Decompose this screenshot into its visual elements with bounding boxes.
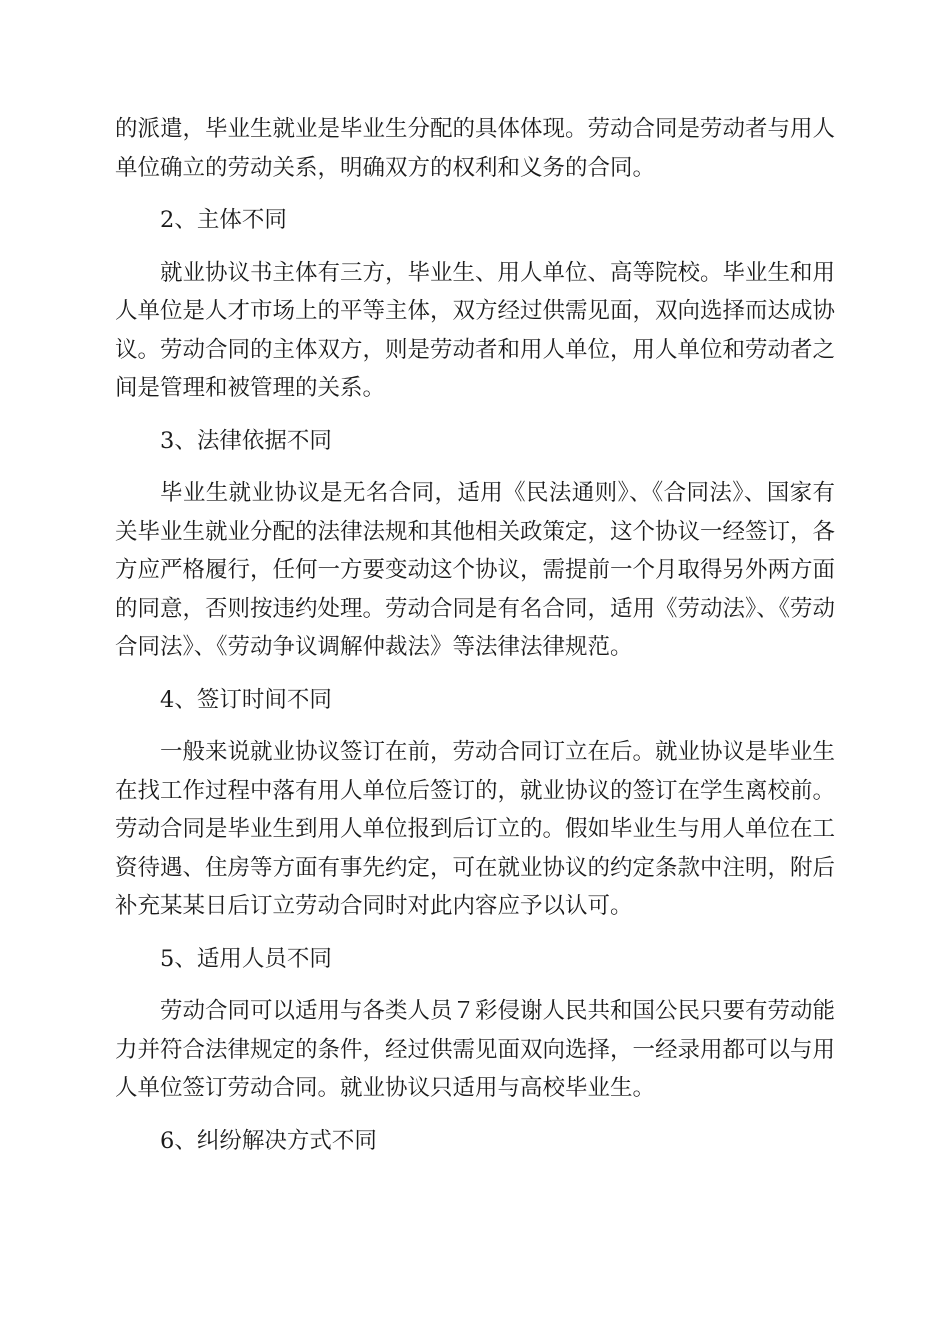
section-heading-legal-basis: 3、法律依据不同	[160, 427, 332, 454]
paragraph-signing-time: 一般来说就业协议签订在前，劳动合同订立在后。就业协议是毕业生在找工作过程中落有用人单位后签订的，就业协议的签订在学生离校前。劳动合同是毕业生到用人单位报到后订立的。假如毕业生与用人单位在工资待遇、住房等方面有事先约定，可在就业协议的约定条款中注明，附后补充某某日后订立劳动合同时对此内容应予以认可。	[115, 739, 836, 919]
section-heading-applicable-persons: 5、适用人员不同	[160, 945, 332, 972]
section-heading-dispute-resolution: 6、纠纷解决方式不同	[160, 1127, 377, 1154]
document-body	[115, 110, 835, 1160]
paragraph-applicable-persons: 劳动合同可以适用与各类人员７彩侵谢人民共和国公民只要有劳动能力并符合法律规定的条件，经过供需见面双向选择，一经录用都可以与用人单位签订劳动合同。就业协议只适用与高校毕业生。	[115, 998, 836, 1101]
paragraph-subject: 就业协议书主体有三方，毕业生、用人单位、高等院校。毕业生和用人单位是人才市场上的平等主体，双方经过供需见面，双向选择而达成协议。劳动合同的主体双方，则是劳动者和用人单位，用人单位和劳动者之间是管理和被管理的关系。	[115, 259, 836, 401]
paragraph-continuation: 的派遣，毕业生就业是毕业生分配的具体体现。劳动合同是劳动者与用人单位确立的劳动关系，明确双方的权利和义务的合同。	[115, 116, 836, 181]
paragraph-legal-basis: 毕业生就业协议是无名合同，适用《民法通则》、《合同法》、国家有关毕业生就业分配的法律法规和其他相关政策定，这个协议一经签订，各方应严格履行，任何一方要变动这个协议，需提前一个月取得另外两方面的同意，否则按违约处理。劳动合同是有名合同，适用《劳动法》、《劳动合同法》、《劳动争议调解仲裁法》等法律法律规范。	[115, 480, 836, 660]
section-heading-signing-time: 4、签订时间不同	[160, 686, 332, 713]
section-heading-subject: 2、主体不同	[160, 207, 287, 233]
